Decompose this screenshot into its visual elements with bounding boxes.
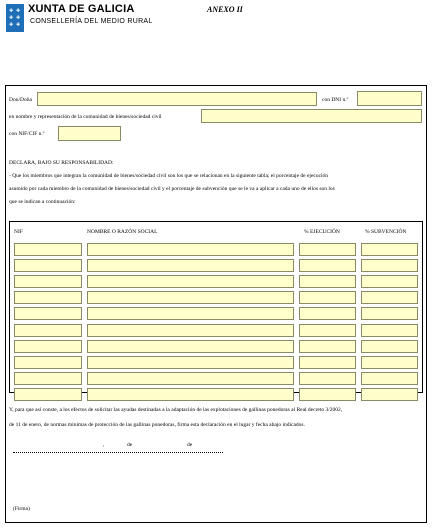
nif-cif-field[interactable]	[58, 126, 121, 141]
row-name-field[interactable]	[87, 259, 294, 272]
nif-cif-label: con NIF/CIF n.º	[9, 131, 45, 137]
row-execution-field[interactable]	[299, 307, 356, 320]
row-name-field[interactable]	[87, 275, 294, 288]
row-subsidy-field[interactable]	[361, 388, 418, 401]
row-subsidy-field[interactable]	[361, 372, 418, 385]
row-nif-field[interactable]	[14, 275, 82, 288]
row-execution-field[interactable]	[299, 275, 356, 288]
row-execution-field[interactable]	[299, 340, 356, 353]
declares-heading: DECLARA, BAJO SU RESPONSABILIDAD:	[9, 160, 114, 166]
community-name-field[interactable]	[201, 109, 422, 123]
row-nif-field[interactable]	[14, 243, 82, 256]
row-nif-field[interactable]	[14, 324, 82, 337]
row-execution-field[interactable]	[299, 259, 356, 272]
row-subsidy-field[interactable]	[361, 275, 418, 288]
closing-line-2: de 11 de enero, de normas mínimas de protección de las gallinas ponedoras, firma esta declaración en el lugar y fecha abajo indicados.	[9, 422, 305, 428]
date-comma: ,	[103, 442, 105, 448]
row-subsidy-field[interactable]	[361, 259, 418, 272]
row-subsidy-field[interactable]	[361, 307, 418, 320]
header-nif: NIF	[14, 229, 23, 235]
svg-text:✚: ✚	[9, 8, 14, 14]
name-field[interactable]	[37, 92, 317, 106]
row-name-field[interactable]	[87, 372, 294, 385]
don-dona-label: Don/Doña	[9, 97, 32, 103]
representation-label: en nombre y representación de la comunidad de bienes/sociedad civil	[9, 114, 162, 120]
header-name: NOMBRE O RAZÓN SOCIAL	[87, 229, 158, 235]
department-name: CONSELLERÍA DEL MEDIO RURAL	[30, 18, 153, 25]
row-name-field[interactable]	[87, 388, 294, 401]
row-execution-field[interactable]	[299, 388, 356, 401]
svg-text:✚: ✚	[9, 22, 14, 28]
row-nif-field[interactable]	[14, 388, 82, 401]
header-execution: % EJECUCIÓN	[304, 229, 340, 235]
paragraph-line-2: asumido por cada miembro de la comunidad de bienes/sociedad civil y el porcentaje de subvención que se le va a aplicar a cada uno de ellos son los	[9, 186, 335, 192]
row-subsidy-field[interactable]	[361, 324, 418, 337]
row-nif-field[interactable]	[14, 372, 82, 385]
annex-title: ANEXO II	[207, 5, 243, 14]
dni-label: con DNI n.º	[322, 97, 349, 103]
row-nif-field[interactable]	[14, 291, 82, 304]
xunta-logo	[6, 4, 24, 32]
row-nif-field[interactable]	[14, 356, 82, 369]
row-execution-field[interactable]	[299, 356, 356, 369]
row-execution-field[interactable]	[299, 372, 356, 385]
row-execution-field[interactable]	[299, 324, 356, 337]
row-nif-field[interactable]	[14, 259, 82, 272]
svg-text:✚: ✚	[16, 15, 21, 21]
date-de-1: de	[127, 442, 133, 448]
date-de-2: de	[187, 442, 193, 448]
row-subsidy-field[interactable]	[361, 291, 418, 304]
row-execution-field[interactable]	[299, 291, 356, 304]
header-subsidy: % SUBVENCIÓN	[365, 229, 407, 235]
svg-text:✚: ✚	[16, 8, 21, 14]
row-name-field[interactable]	[87, 324, 294, 337]
row-subsidy-field[interactable]	[361, 243, 418, 256]
row-execution-field[interactable]	[299, 243, 356, 256]
row-subsidy-field[interactable]	[361, 356, 418, 369]
signature-label: (Firma)	[13, 506, 30, 512]
dni-field[interactable]	[357, 91, 422, 106]
row-name-field[interactable]	[87, 243, 294, 256]
closing-line-1: Y, para que así conste, a los efectos de solicitar las ayudas destinadas a la adaptación de las explotaciones de gallinas ponedoras al Real decreto 3/2002,	[9, 407, 343, 413]
row-name-field[interactable]	[87, 307, 294, 320]
row-name-field[interactable]	[87, 356, 294, 369]
paragraph-line-1: - Que los miembros que integran la comunidad de bienes/sociedad civil son los que se relacionan en la siguiente tabla; el porcentaje de ejecución	[9, 173, 329, 179]
row-nif-field[interactable]	[14, 340, 82, 353]
row-name-field[interactable]	[87, 340, 294, 353]
svg-text:✚: ✚	[9, 15, 14, 21]
row-name-field[interactable]	[87, 291, 294, 304]
paragraph-line-3: que se indican a continuación:	[9, 199, 76, 205]
place-date-line	[13, 452, 223, 453]
row-subsidy-field[interactable]	[361, 340, 418, 353]
org-name: XUNTA DE GALICIA	[28, 3, 135, 15]
row-nif-field[interactable]	[14, 307, 82, 320]
svg-text:✚: ✚	[16, 22, 21, 28]
